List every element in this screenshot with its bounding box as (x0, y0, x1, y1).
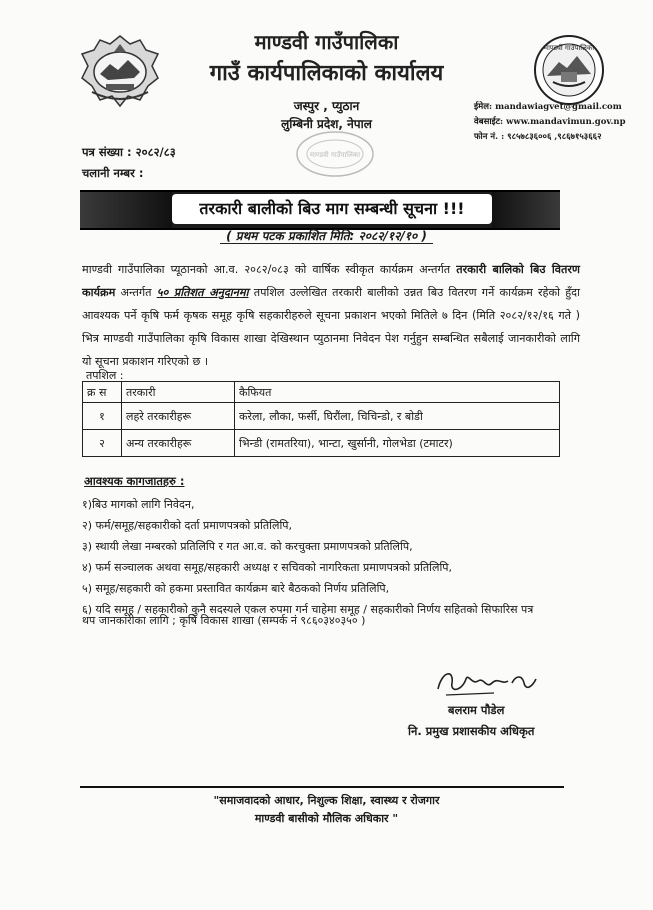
row-vegetable: अन्य तरकारीहरू (122, 430, 235, 457)
footer-slogan-line2: माण्डवी बासीको मौलिक अधिकार " (254, 812, 399, 825)
dispatch-number: चलानी नम्बर : (82, 166, 144, 180)
municipality-name: माण्डवी गाउँपालिका (254, 30, 399, 54)
notice-banner (80, 190, 560, 230)
row-vegetable: लहरे तरकारीहरू (122, 403, 235, 430)
address-line1: जस्पुर , प्युठान (293, 99, 360, 113)
header-vegetable: तरकारी (122, 382, 235, 403)
office-stamp (293, 128, 377, 180)
table-row (83, 403, 560, 430)
body-part5: तपशिल उल्लेखित तरकारी बालीको उन्नत बिउ वितरण गर्ने कार्यक्रम रहेको हुँदा आवश्यक पर्ने कृषि फर्म कृषक समूह कृषि सहकारीहरुले सूचना प्रकाशन भएको मितिले ७ दिन (मिति २०८२/१२/१६ गते ) भित्र माण्डवी गाउँपालिका कृषि विकास शाखा देखिस्थान प्युठानमा निवेदन पेश गर्नुहुन सम्बन्धित सबैलाई जानकारीको लागि यो सूचना प्रकाशन गरिएको छ । (82, 286, 580, 368)
address-line2: लुम्बिनी प्रदेश, नेपाल (281, 117, 372, 131)
body-part1: माण्डवी गाउँपालिका प्यूठानको आ.व. २०८२/०८३ को वार्षिक स्वीकृत कार्यक्रम अन्तर्गत (82, 263, 457, 276)
list-item: १)बिउ मागको लागि निवेदन, (82, 498, 195, 511)
documents-list (82, 494, 592, 620)
list-item: ४) फर्म सञ्चालक अथवा समूह/सहकारी अध्यक्ष र सचिवको नागरिकता प्रमाणपत्रको प्रतिलिपि, (82, 561, 453, 574)
row-remarks: भिन्डी (रामतरिया), भान्टा, खुर्सानी, गोलभेडा (टमाटर) (235, 430, 560, 457)
table-header-row (83, 382, 560, 403)
list-item: २) फर्म/समूह/सहकारीको दर्ता प्रमाणपत्रको प्रतिलिपि, (82, 519, 293, 532)
documents-title: आवश्यक कागजातहरु : (84, 474, 185, 488)
list-item: ५) समूह/सहकारी को हकमा प्रस्तावित कार्यक्रम बारे बैठकको निर्णय प्रतिलिपि, (82, 582, 390, 595)
banner-right-band (492, 192, 560, 228)
publish-date (0, 227, 653, 244)
notice-body (82, 258, 580, 373)
row-remarks: करेला, लौका, फर्सी, घिरौंला, चिचिन्डो, र बोडी (235, 403, 560, 430)
body-subsidy: ५० प्रतिशत अनुदानमा (156, 286, 249, 299)
list-item: ६) यदि समूह / सहकारीको कुनै सदस्यले एकल रुपमा गर्न चाहेमा समूह / सहकारीको निर्णय सहितको सिफारिस पत्र (82, 603, 534, 616)
letter-number: पत्र संख्या : २०८२/८३ (82, 145, 176, 159)
contact-block (474, 100, 626, 145)
row-sn: २ (83, 430, 122, 457)
body-program-name: तरकारी बालिको बिउ वितरण कार्यक्रम (82, 263, 581, 299)
header-remarks: कैफियत (235, 382, 560, 403)
footer-slogan-line1: "समाजवादको आधार, निशुल्क शिक्षा, स्वास्थ्य र रोजगार (213, 794, 440, 807)
header-sn: क्र स (83, 382, 122, 403)
logo-arc-text: माण्डवी गाउँपालिका (543, 44, 595, 52)
body-part3: अन्तर्गत (115, 286, 157, 299)
footer-divider (80, 786, 564, 788)
list-item: ३) स्थायी लेखा नम्बरको प्रतिलिपि र गत आ.व. को करचुक्ता प्रमाणपत्रको प्रतिलिपि, (82, 540, 413, 553)
publish-date-text: ( प्रथम पटक प्रकाशित मिति: २०८२/१२/१० ) (220, 229, 433, 244)
stamp-text: माण्डवी गाउँपालिका (309, 151, 361, 159)
vegetable-table (82, 381, 560, 457)
table-row (83, 430, 560, 457)
phone-text: फोन नं. : ९८५७८३६००६ ,९८६७१५३६६२ (474, 132, 602, 142)
signatory-title: नि. प्रमुख प्रशासकीय अधिकृत (408, 724, 535, 738)
banner-left-band (80, 192, 172, 228)
office-name: गाउँ कार्यपालिकाको कार्यालय (209, 61, 444, 86)
signatory-name: बलराम पौडेल (448, 703, 505, 717)
more-info-contact: थप जानकारीका लागि ; कृषि विकास शाखा (सम्पर्क नं ९८६०३४०३५० ) (82, 614, 366, 627)
email-text: ईमेल: mandawiagvet@gmail.com (474, 102, 622, 112)
details-label: तपशिल : (86, 369, 124, 382)
row-sn: १ (83, 403, 122, 430)
website-text: वेबसाईट: www.mandavimun.gov.np (474, 117, 626, 127)
notice-title: तरकारी बालीको बिउ माग सम्बन्धी सूचना !!! (172, 194, 492, 224)
handwritten-signature (432, 663, 544, 703)
